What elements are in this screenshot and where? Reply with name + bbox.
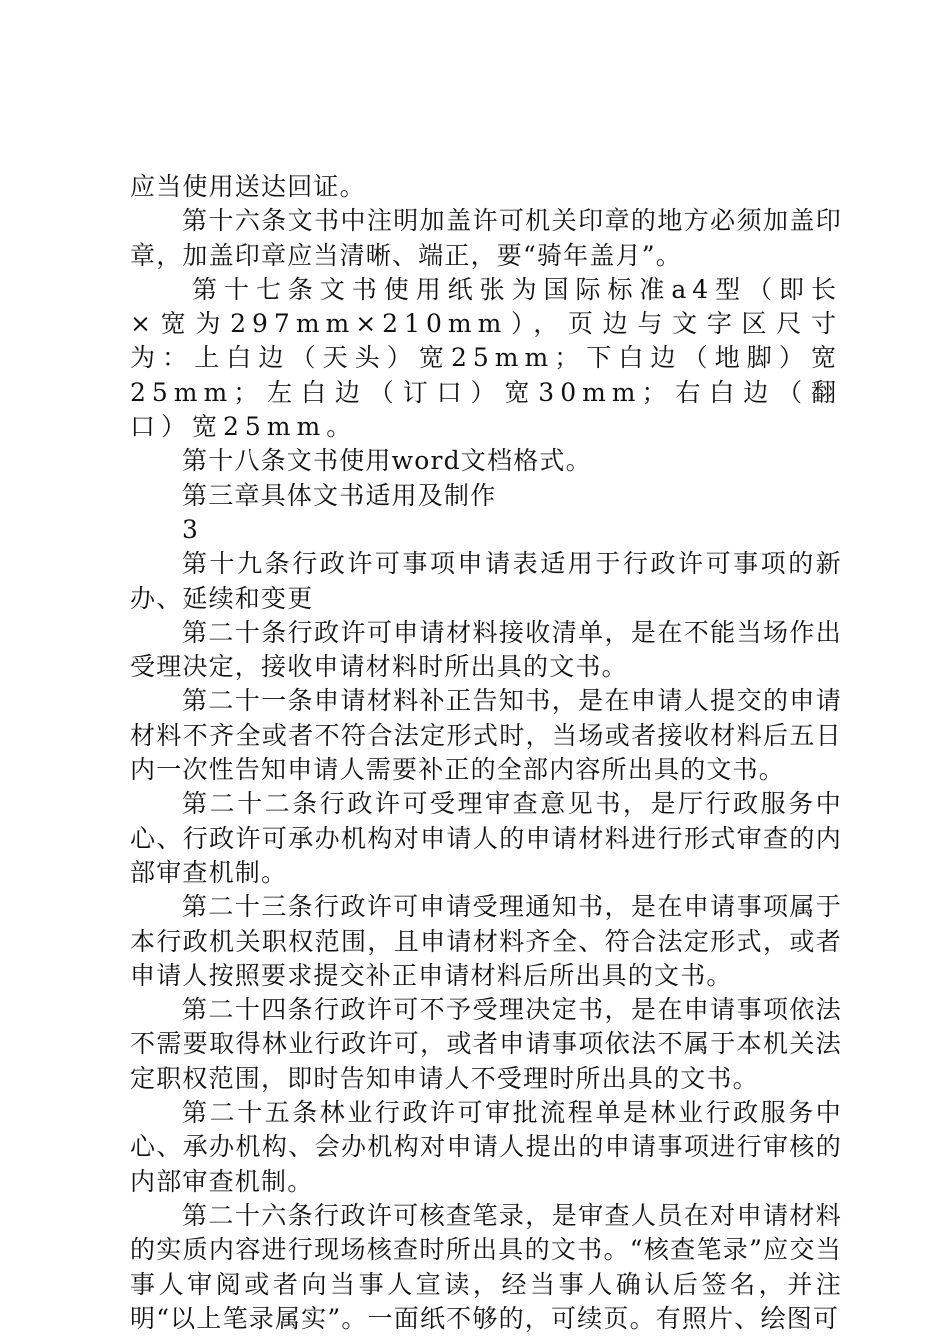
paragraph-continuation: 应当使用送达回证。 [130,172,366,201]
page-marker: 3 [182,514,200,544]
article-22: 第二十二条行政许可受理审查意见书，是厅行政服务中心、行政许可承办机构对申请人的申请材料进行形式审查的内部审查机制。 [130,789,842,887]
article-19: 第十九条行政许可事项申请表适用于行政许可事项的新办、延续和变更 [130,549,842,613]
article-23: 第二十三条行政许可申请受理通知书，是在申请事项属于本行政机关职权范围，且申请材料齐全、符合法定形式，或者申请人按照要求提交补正申请材料后所出具的文书。 [130,892,842,990]
article-20: 第二十条行政许可申请材料接收清单，是在不能当场作出受理决定，接收申请材料时所出具的文书。 [130,617,842,682]
article-25: 第二十五条林业行政许可审批流程单是林业行政服务中心、承办机构、会办机构对申请人提出的申请事项进行审核的内部审查机制。 [130,1098,842,1196]
article-17: 第十七条文书使用纸张为国际标准a4型（即长×宽为297mm×210mm），页边与文字区尺寸为：上白边（天头）宽25mm；下白边（地脚）宽25mm；左白边（订口）宽30mm；右白边（翻口）宽25mm。 [130,274,842,442]
article-18: 第十八条文书使用word文档格式。 [182,446,592,476]
chapter-3-heading: 第三章具体文书适用及制作 [182,480,497,510]
article-24: 第二十四条行政许可不予受理决定书，是在申请事项依法不需要取得林业行政许可，或者申请事项依法不属于本机关法定职权范围，即时告知申请人不受理时所出具的文书。 [130,995,842,1093]
article-21: 第二十一条申请材料补正告知书，是在申请人提交的申请材料不齐全或者不符合法定形式时，当场或者接收材料后五日内一次性告知申请人需要补正的全部内容所出具的文书。 [130,686,842,785]
article-26: 第二十六条行政许可核查笔录，是审查人员在对申请材料的实质内容进行现场核查时所出具的文书。“核查笔录”应交当事人审阅或者向当事人宣读，经当事人确认后签名，并注明“以上笔录属实”。一面纸不够的，可续页。有照片、绘图可 [130,1200,842,1333]
article-16: 第十六条文书中注明加盖许可机关印章的地方必须加盖印章，加盖印章应当清晰、端正，要“骑年盖月”。 [130,206,842,270]
document-body [130,170,842,1336]
